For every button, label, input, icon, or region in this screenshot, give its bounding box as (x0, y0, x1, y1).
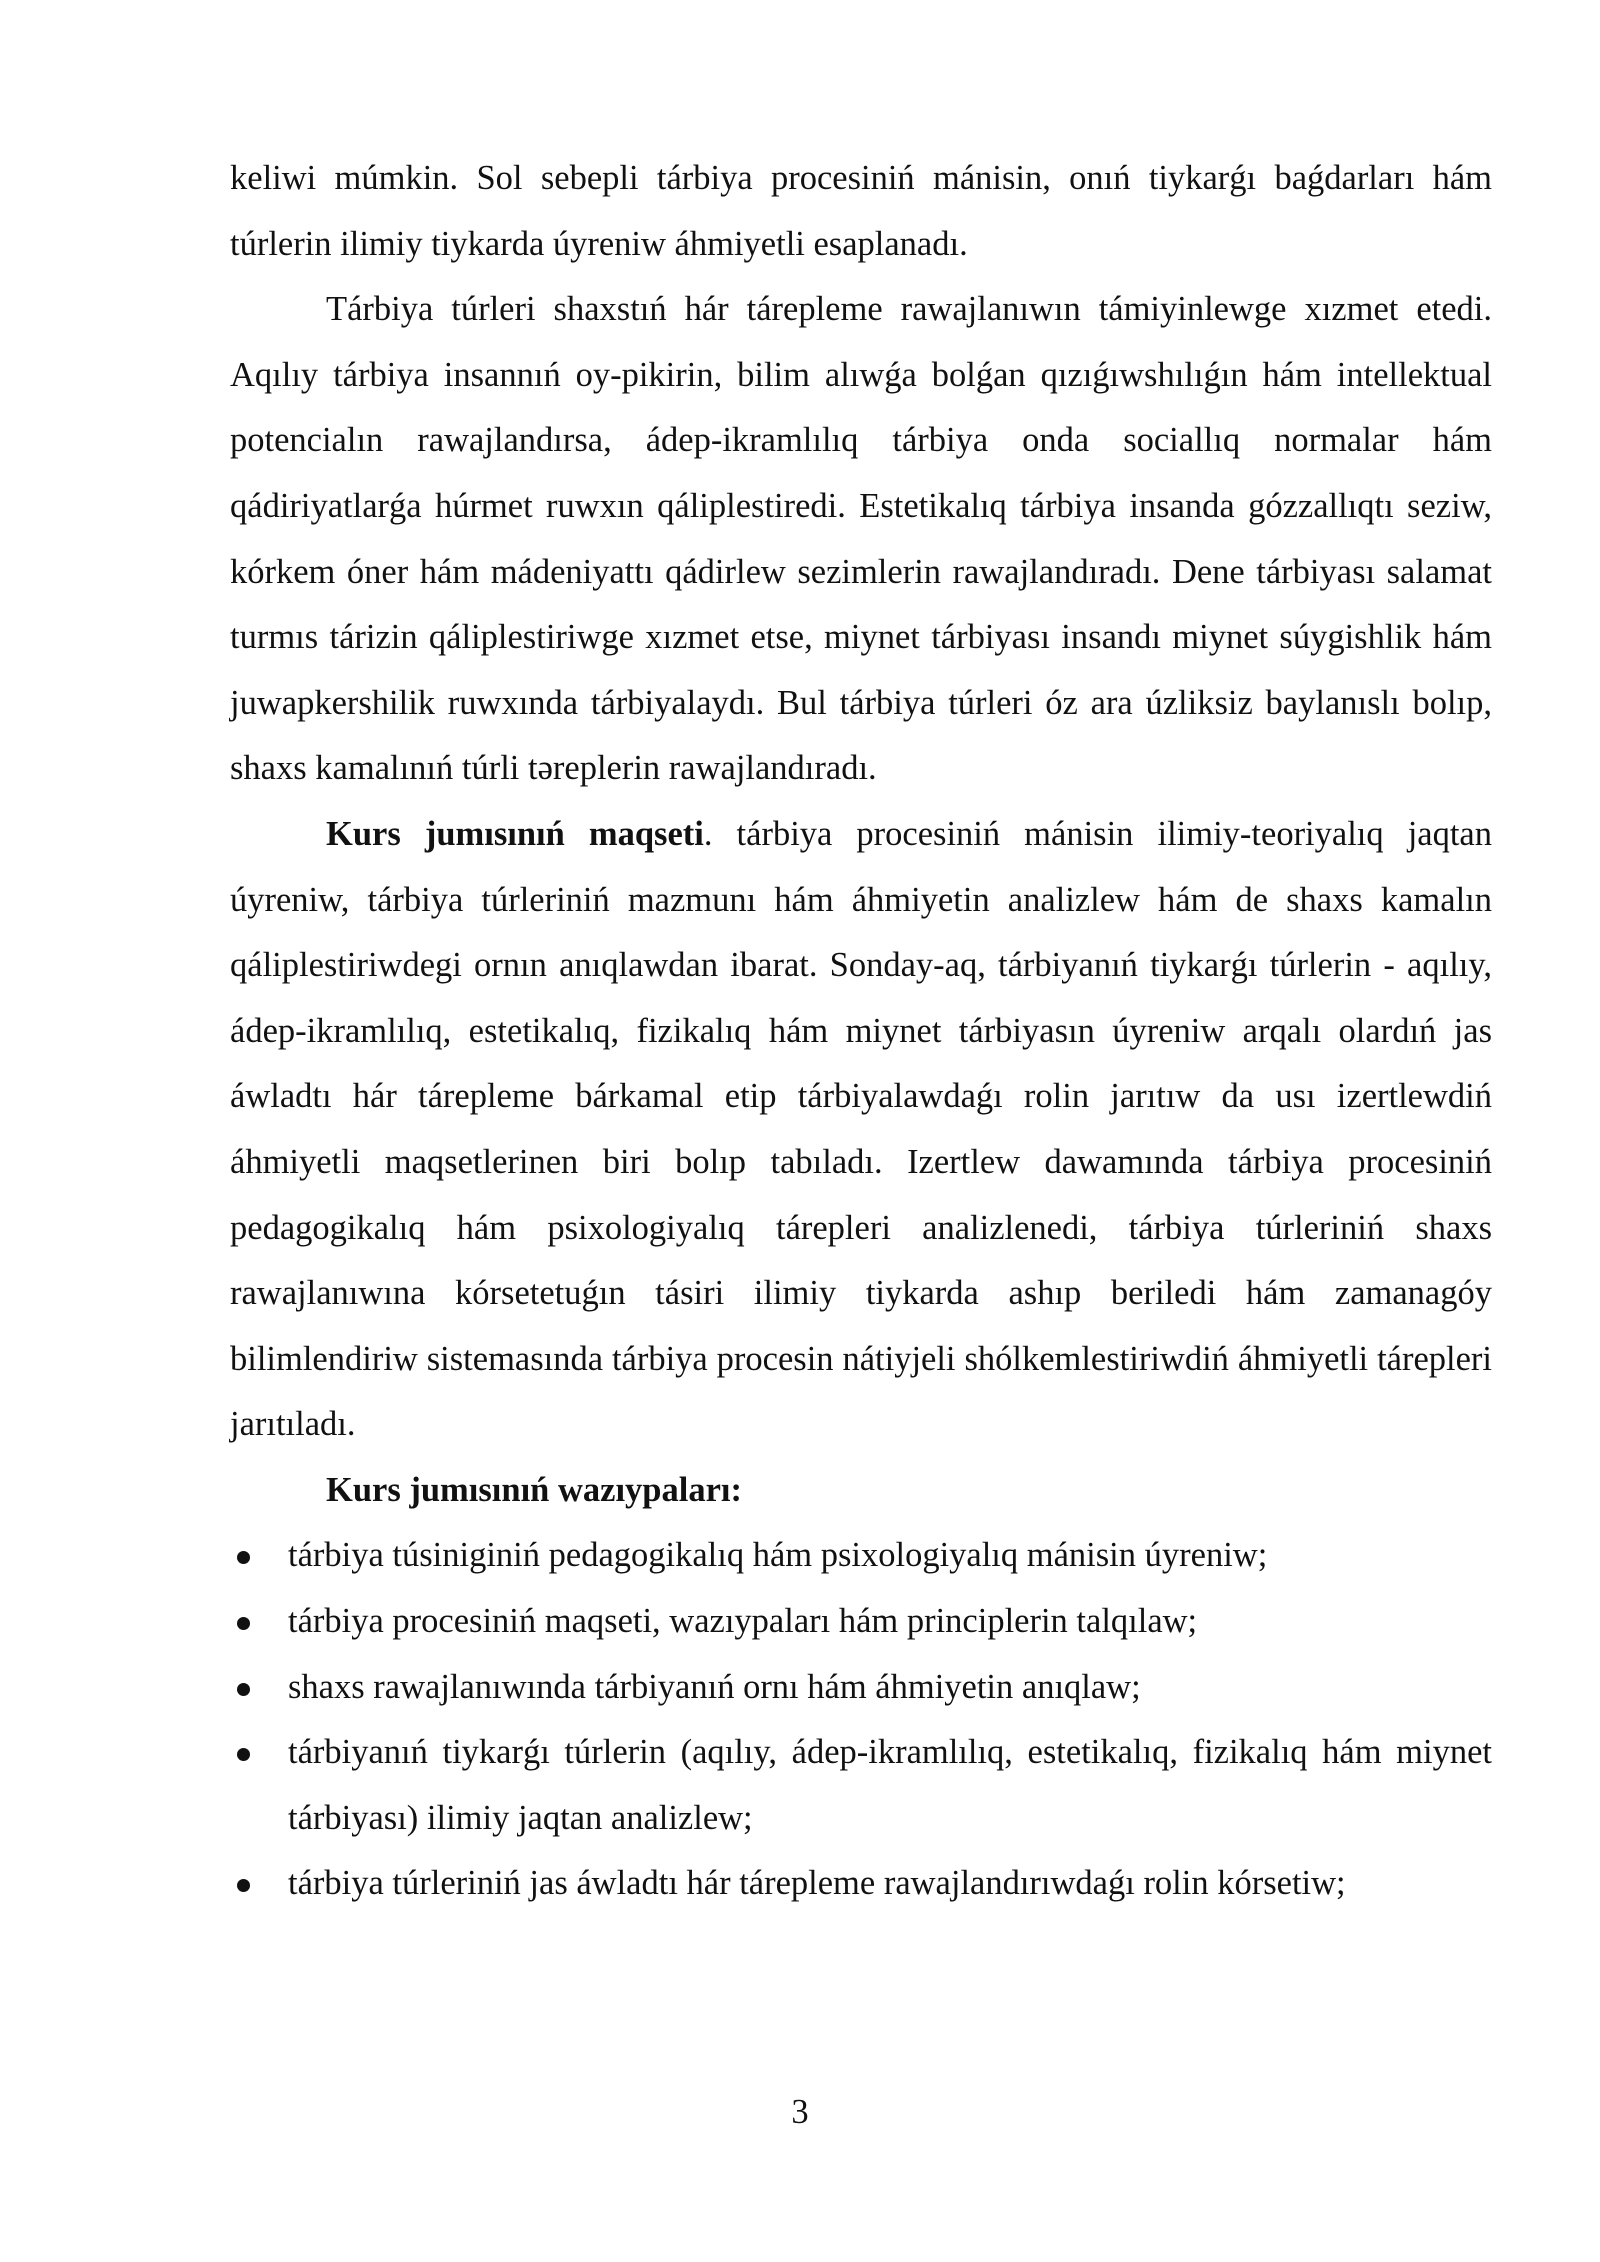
list-item-text: tárbiya túrleriniń jas áwladtı hár tárepleme rawajlandırıwdaǵı rolin kórsetiw; (288, 1864, 1346, 1903)
paragraph-course-goal (230, 802, 1492, 1458)
bullet-icon (237, 1748, 250, 1761)
list-item-text: tárbiya túsiniginiń pedagogikalıq hám psixologiyalıq mánisin úyreniw; (288, 1536, 1268, 1575)
list-item-text: tárbiyanıń tiykarǵı túrlerin (aqılıy, ádep-ikramlılıq, estetikalıq, fizikalıq hám miynet tárbiyası) ilimiy jaqtan analizlew; (288, 1733, 1492, 1837)
list-item-text: tárbiya procesiniń maqseti, wazıypaları hám principlerin talqılaw; (288, 1602, 1198, 1641)
list-item (227, 1655, 1492, 1721)
bullet-icon (237, 1617, 250, 1630)
list-item (227, 1589, 1492, 1655)
course-goal-text: . tárbiya procesiniń mánisin ilimiy-teoriyalıq jaqtan úyreniw, tárbiya túrleriniń mazmunı hám áhmiyetin analizlew hám de shaxs kamalın qáliplestiriwdegi ornın anıqlawdan ibarat. Sonday-aq, tárbiyanıń tiykarǵı túrlerin - aqılıy, ádep-ikramlılıq, estetikalıq, fizikalıq hám miynet tárbiyasın úyreniw arqalı olardıń jas áwladtı hár tárepleme bárkamal etip tárbiyalawdaǵı rolin jarıtıw da usı izertlewdiń áhmiyetli maqsetlerinen biri bolıp tabıladı. Izertlew dawamında tárbiya procesiniń pedagogikalıq hám psixologiyalıq tárepleri analizlenedi, tárbiya túrleriniń shaxs rawajlanıwına kórsetetuǵın tásiri ilimiy tiykarda ashıp beriledi hám zamanagóy bilimlendiriw sistemasında tárbiya procesin nátiyjeli shólkemlestiriwdiń áhmiyetli tárepleri jarıtıladı. (230, 814, 1492, 1444)
course-tasks-heading: Kurs jumısınıń wazıypaları: (326, 1470, 742, 1509)
bullet-icon (237, 1551, 250, 1564)
document-page (230, 146, 1492, 1917)
course-tasks-list (227, 1523, 1492, 1917)
paragraph-education-types: Tárbiya túrleri shaxstıń hár tárepleme rawajlanıwın támiyinlewge xızmet etedi. Aqılıy tárbiya insannıń oy-pikirin, bilim alıwǵa bolǵan qızıǵıwshılıǵın hám intellektual potencialın rawajlandırsa, ádep-ikramlılıq tárbiya onda sociallıq normalar hám qádiriyatlarǵa húrmet ruwxın qáliplestiredi. Estetikalıq tárbiya insanda gózzallıqtı seziw, kórkem óner hám mádeniyattı qádirlew sezimlerin rawajlandıradı. Dene tárbiyası salamat turmıs tárizin qáliplestiriwge xızmet etse, miynet tárbiyası insandı miynet súygishlik hám juwapkershilik ruwxında tárbiyalaydı. Bul tárbiya túrleri óz ara úzliksiz baylanıslı bolıp, shaxs kamalınıń túrli tәreplerin rawajlandıradı. (230, 290, 1492, 788)
list-item (227, 1851, 1492, 1917)
list-item (227, 1720, 1492, 1851)
course-goal-label: Kurs jumısınıń maqseti (326, 814, 704, 853)
bullet-icon (237, 1879, 250, 1892)
page-number: 3 (791, 2093, 809, 2131)
list-item (227, 1523, 1492, 1589)
bullet-icon (237, 1683, 250, 1696)
paragraph-continuation: keliwi múmkin. Sol sebepli tárbiya procesiniń mánisin, onıń tiykarǵı baǵdarları hám túrlerin ilimiy tiykarda úyreniw áhmiyetli esaplanadı. (230, 159, 1492, 263)
list-item-text: shaxs rawajlanıwında tárbiyanıń ornı hám áhmiyetin anıqlaw; (288, 1667, 1141, 1706)
